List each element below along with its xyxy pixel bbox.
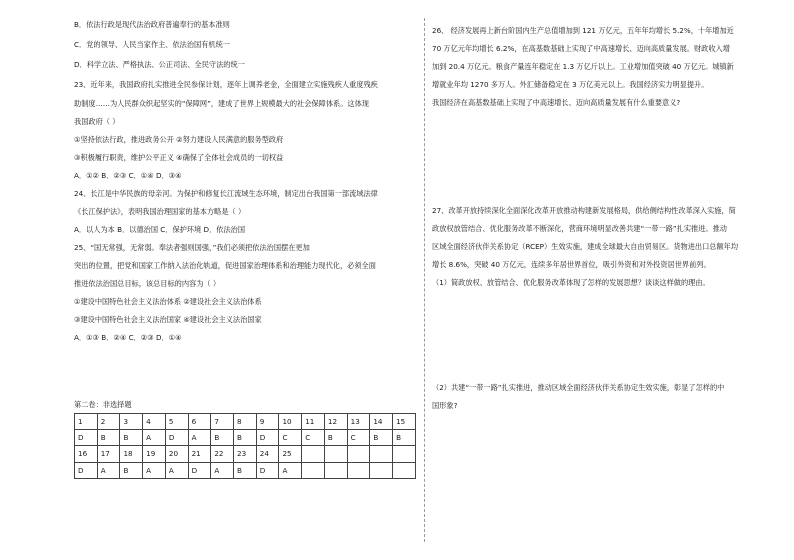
table-cell: 16	[75, 446, 98, 462]
text-line: 突出的位置，把党和国家工作纳入法治化轨道，促进国家治理体系和治理能力现代化，必须全面	[74, 261, 376, 270]
text-line: 我国政府（ ）	[74, 117, 120, 126]
table-cell: 11	[302, 414, 325, 430]
text-line: 26、 经济发展再上新台阶国内生产总值增加到 121 万亿元，五年年均增长 5.2%，十年增加近	[432, 26, 734, 35]
table-row	[75, 462, 416, 478]
table-row	[75, 414, 416, 430]
table-cell: 21	[188, 446, 211, 462]
table-cell: 14	[370, 414, 393, 430]
table-cell: 4	[143, 414, 166, 430]
table-cell: B	[211, 430, 234, 446]
table-cell	[347, 462, 370, 478]
table-cell: B	[393, 430, 416, 446]
table-cell: A	[143, 462, 166, 478]
table-cell: C	[302, 430, 325, 446]
table-cell	[393, 446, 416, 462]
table-cell: B	[324, 430, 347, 446]
table-cell: 13	[347, 414, 370, 430]
table-cell: B	[120, 430, 143, 446]
table-cell: 19	[143, 446, 166, 462]
text-line: 我国经济在高基数基础上实现了中高速增长、迈向高质量发展有什么重要意义?	[432, 98, 681, 107]
text-line: B．依法行政是现代法治政府普遍奉行的基本准则	[74, 20, 230, 29]
text-line: A．以人为本 B．以德治国 C．保护环境 D．依法治国	[74, 225, 246, 234]
text-line: 23、近年来，我国政府扎实推进全民参保计划，逐年上调养老金，全面建立实施残疾人重度残疾	[74, 80, 378, 89]
table-cell	[370, 446, 393, 462]
table-cell: B	[234, 430, 257, 446]
table-cell: 20	[165, 446, 188, 462]
table-cell: A	[143, 430, 166, 446]
text-line: 区域全面经济伙伴关系协定（RCEP）生效实施，建成全球最大自由贸易区。货物进出口总额年均	[432, 242, 739, 251]
text-line: （1）简政放权、放管结合、优化服务改革体现了怎样的发展思想？谈谈这样做的理由。	[432, 278, 710, 287]
table-cell: 25	[279, 446, 302, 462]
table-cell: C	[279, 430, 302, 446]
table-cell: A	[279, 462, 302, 478]
table-cell: 24	[256, 446, 279, 462]
text-line: 政放权放管结合、优化服务改革不断深化，营商环境明显改善共建“一带一路”扎实推进。推动	[432, 224, 727, 233]
table-cell: 23	[234, 446, 257, 462]
table-cell: 12	[324, 414, 347, 430]
text-line: C．党的领导、人民当家作主、依法治国有机统一	[74, 40, 230, 49]
text-line: 增就业年均 1270 多万人。外汇储备稳定在 3 万亿美元以上。我国经济实力明显提升。	[432, 80, 709, 89]
table-cell: A	[165, 462, 188, 478]
table-cell	[393, 462, 416, 478]
text-line: ①坚持依法行政，推进政务公开 ②努力建设人民满意的服务型政府	[74, 135, 284, 144]
table-cell	[324, 446, 347, 462]
text-line: D．科学立法、严格执法、公正司法、全民守法的统一	[74, 60, 245, 69]
table-cell: 5	[165, 414, 188, 430]
table-cell: D	[75, 430, 98, 446]
text-line: A．①③ B．②④ C．②③ D．①④	[74, 333, 182, 342]
text-line: 加到 20.4 万亿元。粮食产量连年稳定在 1.3 万亿斤以上。工业增加值突破 40 万亿元。城镇新	[432, 62, 734, 71]
table-cell: B	[120, 462, 143, 478]
table-cell: 22	[211, 446, 234, 462]
table-cell: D	[75, 462, 98, 478]
table-cell: A	[97, 462, 120, 478]
text-line: A．①② B．②③ C．①④ D．③④	[74, 171, 182, 180]
section-title: 第二卷：非选择题	[74, 400, 132, 409]
table-cell	[370, 462, 393, 478]
table-cell: 8	[234, 414, 257, 430]
table-cell: 2	[97, 414, 120, 430]
table-cell: 3	[120, 414, 143, 430]
table-cell	[347, 446, 370, 462]
answer-table	[74, 413, 416, 479]
text-line: 增长 8.6%，突破 40 万亿元，连续多年居世界首位，吸引外资和对外投资居世界前列。	[432, 260, 711, 269]
table-cell	[324, 462, 347, 478]
table-cell: B	[234, 462, 257, 478]
table-cell: 18	[120, 446, 143, 462]
text-line: ③建设中国特色社会主义法治国家 ④建设社会主义法治国家	[74, 315, 262, 324]
table-cell	[302, 446, 325, 462]
text-line: ①建设中国特色社会主义法治体系 ②建设社会主义法治体系	[74, 297, 262, 306]
table-cell	[302, 462, 325, 478]
text-line: （2）共建“一带一路”扎实推进，推动区域全面经济伙伴关系协定生效实施，彰显了怎样的中	[432, 383, 725, 392]
table-cell: 9	[256, 414, 279, 430]
text-line: ③积极履行职责，维护公平正义 ④确保了全体社会成员的一切权益	[74, 153, 284, 162]
table-cell: 17	[97, 446, 120, 462]
table-cell: B	[370, 430, 393, 446]
table-cell: 1	[75, 414, 98, 430]
table-cell: C	[347, 430, 370, 446]
table-cell: B	[97, 430, 120, 446]
table-cell: D	[165, 430, 188, 446]
table-cell: 6	[188, 414, 211, 430]
table-cell: 10	[279, 414, 302, 430]
table-cell: D	[256, 462, 279, 478]
table-row	[75, 446, 416, 462]
table-cell: 15	[393, 414, 416, 430]
text-line: 27、改革开放持续深化全面深化改革开放推动构建新发展格局，供给侧结构性改革深入实施，简	[432, 206, 736, 215]
text-line: 《长江保护法》，表明我国治理国家的基本方略是（ ）	[74, 207, 246, 216]
table-cell: D	[188, 462, 211, 478]
table-row	[75, 430, 416, 446]
table-cell: D	[256, 430, 279, 446]
text-line: 70 万亿元年均增长 6.2%，在高基数基础上实现了中高速增长、迈向高质量发展。财政收入增	[432, 44, 730, 53]
column-divider	[424, 18, 425, 542]
table-cell: A	[211, 462, 234, 478]
table-cell: A	[188, 430, 211, 446]
text-line: 国形象?	[432, 401, 458, 410]
text-line: 24、长江是中华民族的母亲河。为保护和修复长江流域生态环境，制定出台我国第一部流域法律	[74, 189, 378, 198]
text-line: 推进依法治国总目标，该总目标的内容为（ ）	[74, 279, 221, 288]
text-line: 25、“国无常强，无常弱。奉法者强则国强，”我们必须把依法治国摆在更加	[74, 243, 310, 252]
table-cell: 7	[211, 414, 234, 430]
text-line: 助制度……为人民群众织起坚实的“保障网”，建成了世界上规模最大的社会保障体系。这体现	[74, 99, 369, 108]
